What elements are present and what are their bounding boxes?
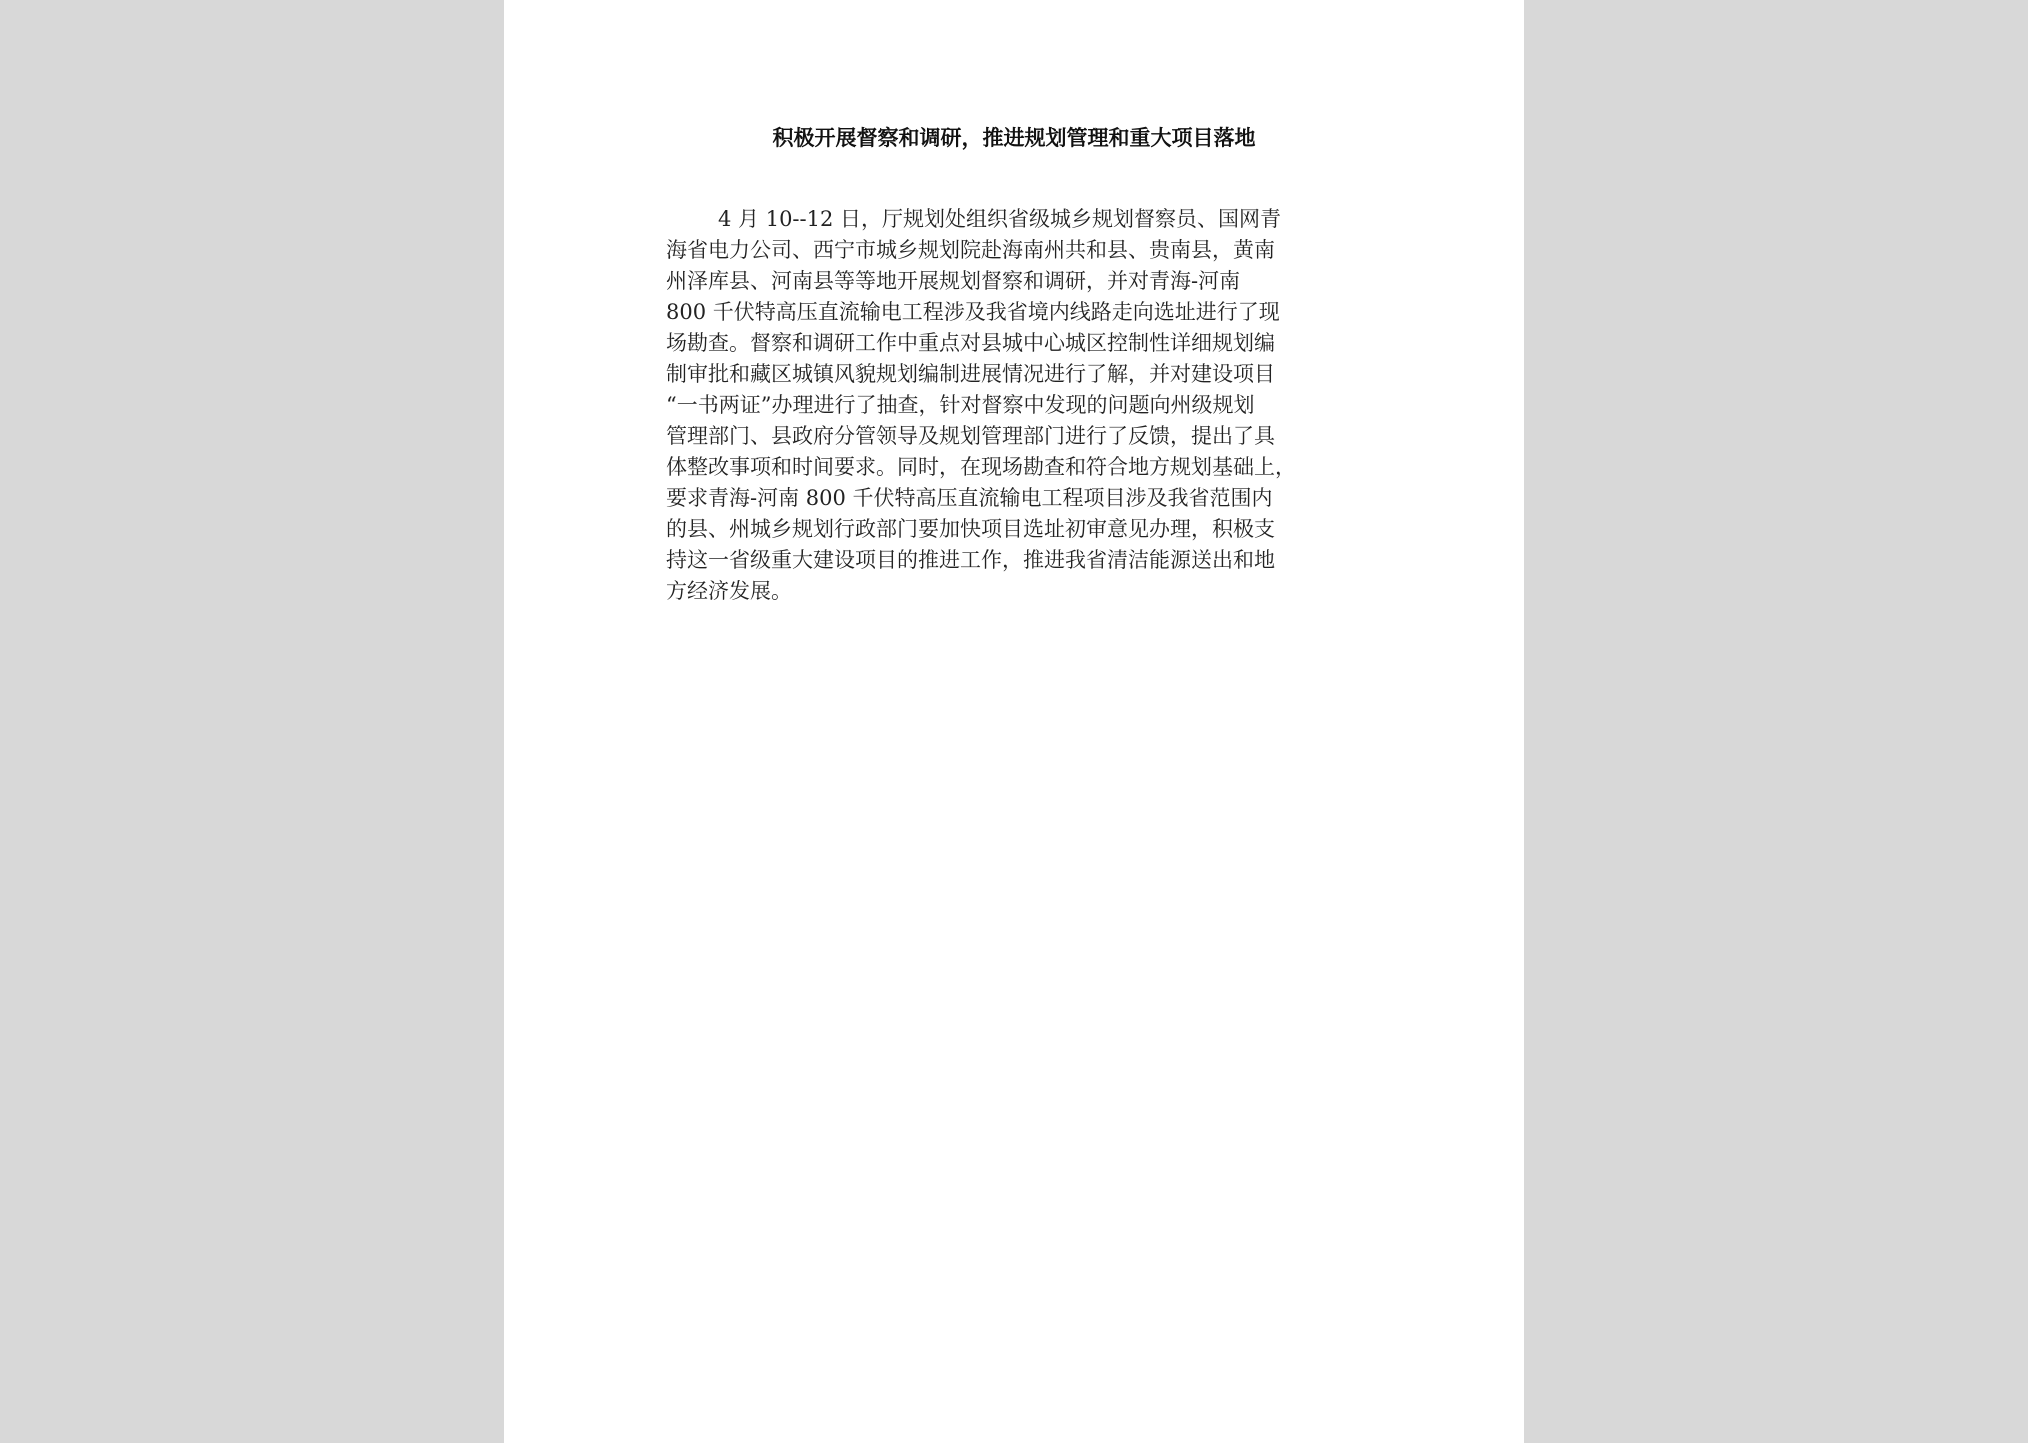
paragraph-line: 州泽库县、河南县等等地开展规划督察和调研，并对青海-河南 (666, 269, 1241, 293)
paragraph-line: 场勘查。督察和调研工作中重点对县城中心城区控制性详细规划编 (666, 331, 1275, 355)
document-page (504, 0, 1524, 1443)
paragraph-line: 的县、州城乡规划行政部门要加快项目选址初审意见办理，积极支 (666, 517, 1275, 541)
paragraph-line: 管理部门、县政府分管领导及规划管理部门进行了反馈，提出了具 (666, 424, 1275, 448)
paragraph-line: 4 月 10--12 日，厅规划处组织省级城乡规划督察员、国网青 (718, 207, 1282, 231)
paragraph-line: “一书两证”办理进行了抽查，针对督察中发现的问题向州级规划 (666, 393, 1255, 417)
paragraph-line: 方经济发展。 (666, 579, 792, 603)
paragraph-line: 800 千伏特高压直流输电工程涉及我省境内线路走向选址进行了现 (666, 300, 1280, 324)
paragraph-line: 要求青海-河南 800 千伏特高压直流输电工程项目涉及我省范围内 (666, 486, 1273, 510)
document-title: 积极开展督察和调研，推进规划管理和重大项目落地 (772, 126, 1256, 150)
paragraph-line: 体整改事项和时间要求。同时，在现场勘查和符合地方规划基础上， (666, 455, 1296, 479)
paragraph-line: 制审批和藏区城镇风貌规划编制进展情况进行了解，并对建设项目 (666, 362, 1275, 386)
document-paragraph (666, 204, 1386, 607)
paragraph-line: 持这一省级重大建设项目的推进工作，推进我省清洁能源送出和地 (666, 548, 1275, 572)
paragraph-line: 海省电力公司、西宁市城乡规划院赴海南州共和县、贵南县，黄南 (666, 238, 1275, 262)
